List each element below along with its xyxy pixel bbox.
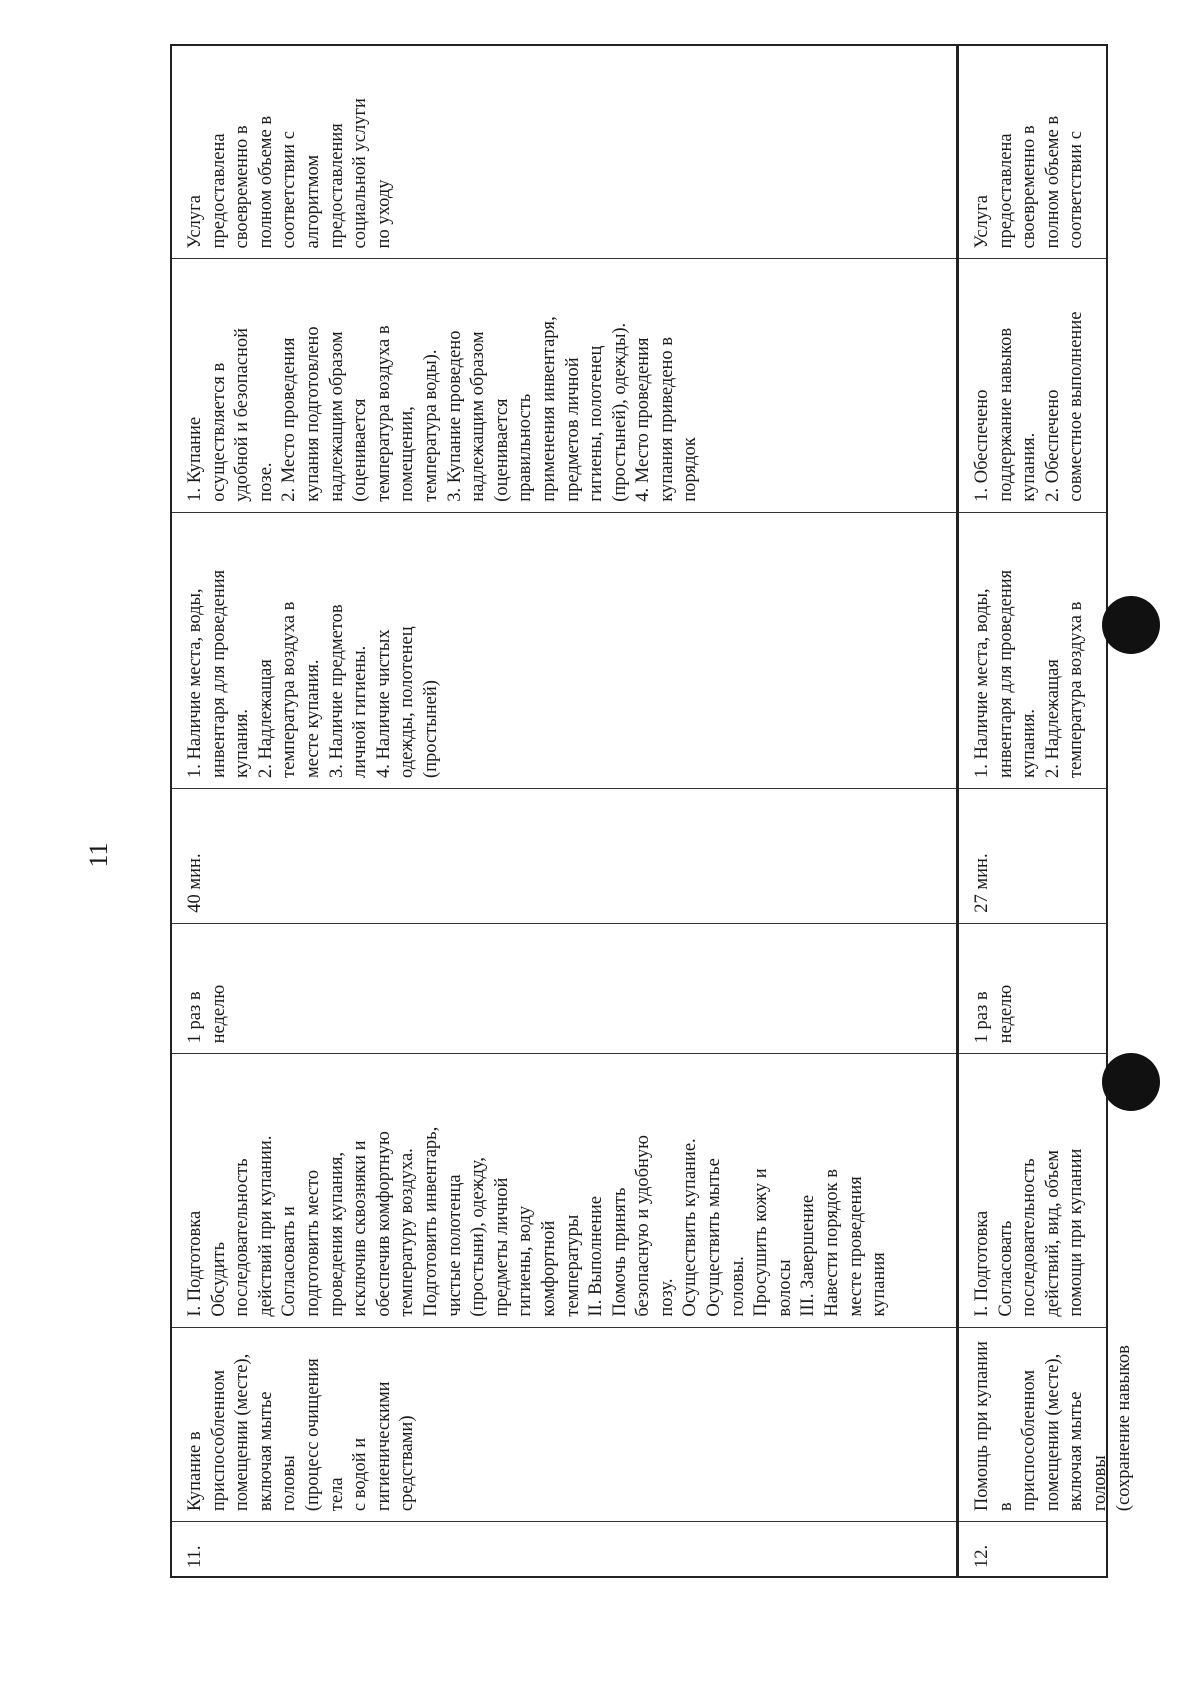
punch-hole-mark	[1102, 1053, 1160, 1111]
quality-indicators: 1. Обеспечено поддержание навыков купания. 2. Обеспечено совместное выполнение	[959, 258, 1106, 511]
service-description: I. Подготовка Обсудить последовательность действий при купании. Согласовать и подготовить место проведения купания, исключив сквозняки и обеспечив комфортную температуру воздуха. Подготовить инвентарь, чистые полотенца (простыни), одежду, предметы личной гигиены, воду комфортной температуры II. Выполнение Помочь принять безопасную и удобную позу. Осуществить купание. Осуществить мытье головы. Просушить кожу и волосы III. Завершение Навести порядок в месте проведения купания	[172, 1053, 956, 1326]
services-table	[170, 44, 1134, 1578]
service-name: Купание в приспособленном помещении (месте), включая мытье головы (процесс очищения тела с водой и гигиеническими средствами)	[172, 1327, 956, 1521]
service-name: Помощь при купании в приспособленном помещении (месте), включая мытье головы (сохранение навыков	[959, 1327, 1106, 1521]
service-result: Услуга предоставлена своевременно в полном объеме в соответствии с алгоритмом предоставления социальной услуги по уходу	[185, 98, 394, 249]
row-number: 12.	[959, 1521, 1106, 1576]
row-number: 11.	[172, 1521, 956, 1576]
punch-hole-mark	[1102, 596, 1160, 654]
service-conditions: 1. Наличие места, воды, инвентаря для проведения купания. 2. Надлежащая температура воздуха в месте купания. 3. Наличие предметов личной гигиены. 4. Наличие чистых одежды, полотенец (простыней)	[172, 512, 956, 788]
page-number: 11	[84, 842, 113, 868]
service-frequency: 1 раз в неделю	[172, 923, 956, 1054]
service-result: Услуга предоставлена своевременно в полном объеме в соответствии с	[972, 115, 1087, 249]
table-row	[959, 46, 1134, 1576]
service-conditions: 1. Наличие места, воды, инвентаря для проведения купания. 2. Надлежащая температура воздуха в	[959, 512, 1106, 788]
quality-indicators: 1. Купание осуществляется в удобной и безопасной позе. 2. Место проведения купания подготовлено надлежащим образом (оценивается температура воздуха в помещении, температура воды). 3. Купание проведено надлежащим образом (оценивается правильность применения инвентаря, предметов личной гигиены, полотенец (простыней), одежды). 4. Место проведения купания приведено в порядок	[172, 258, 956, 511]
table-row	[172, 46, 959, 1576]
service-description: I. Подготовка Согласовать последовательность действий, вид, объем помощи при купании	[959, 1053, 1106, 1326]
service-time: 40 мин.	[172, 788, 956, 923]
service-frequency: 1 раз в неделю	[959, 923, 1106, 1054]
service-time: 27 мин.	[959, 788, 1106, 923]
